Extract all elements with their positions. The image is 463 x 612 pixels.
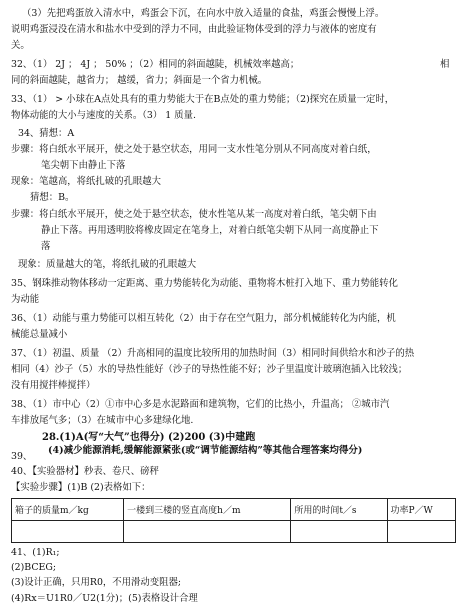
q33-line-2: 物体动能的大小与速度的关系。（3） 1 质量.	[11, 110, 196, 121]
q34-steps-a-2: 笔尖朝下由静止下落	[41, 160, 126, 171]
q34-guess-b: 猜想：B。	[30, 192, 75, 203]
q37-line-2: 相同（4）沙子（5）水的导热性能好（沙子的导热性能不好；沙子里温度计玻璃泡插入比较浅；	[11, 364, 408, 375]
q37-line-3: 没有用搅拌棒搅拌）	[11, 380, 96, 391]
q39-answer: (4)减少能源消耗,缓解能源紧张(或“调节能源结构”等其他合理答案均得分)	[48, 445, 363, 456]
table-cell	[12, 521, 124, 543]
table-cell	[124, 521, 291, 543]
table-header-row	[12, 499, 456, 521]
q34-guess-a: 34、猜想：A	[18, 128, 75, 139]
q36-line-2: 械能总量减小	[11, 329, 68, 340]
q35-line-1: 35、钢珠推动物体移动一定距离、重力势能转化为动能、重物将木桩打入地下、重力势能转化	[11, 278, 398, 289]
q40-line-2: 【实验步骤】(1)B (2)表格如下：	[11, 482, 151, 493]
q31-line-3: 关。	[11, 40, 30, 51]
q41-line-4: (4)Rx＝U1R0／U2(1分)；(5)表格设计合理	[11, 593, 198, 604]
q37-line-1: 37、（1）初温、质量 （2）升高相同的温度比较所用的加热时间（3）相同时间供给水和沙子的热	[11, 348, 415, 359]
table-header-cell: 箱子的质量m／kg	[12, 499, 124, 521]
q31-line-1: （3）先把鸡蛋放入清水中，鸡蛋会下沉，在向水中放入适量的食盐，鸡蛋会慢慢上浮。	[22, 8, 385, 19]
table-cell	[291, 521, 387, 543]
q34-phenomenon-a: 现象：笔越高，将纸扎破的孔眼越大	[11, 176, 162, 187]
q32-line-1-end: 相	[440, 59, 450, 70]
q34-phenomenon-b: 现象：质量越大的笔，将纸扎破的孔眼越大	[18, 259, 197, 270]
q38-line-2: 车排放尾气多；（3）在城市中心多建绿化地.	[11, 415, 194, 426]
table-cell	[387, 521, 456, 543]
q38-line-1: 38、（1）市中心（2）①市中心多是水泥路面和建筑物，它们的比热小，升温高； ②城市汽	[11, 399, 390, 410]
table-header-cell: 所用的时间t／s	[291, 499, 387, 521]
q33-line-1: 33、（1） > 小球在A点处具有的重力势能大于在B点处的重力势能；（2)探究在质量一定时，	[11, 94, 395, 105]
q36-line-1: 36、（1）动能与重力势能可以相互转化（2）由于存在空气阻力，部分机械能转化为内能，机	[11, 313, 396, 324]
q32-line-1: 32、（1） 2J ； 4J ； 50% ；（2）相同的斜面越陡，机械效率越高；	[11, 59, 300, 70]
q32-line-2: 同的斜面越陡，越省力； 越缓，省力；斜面是一个省力机械。	[11, 75, 268, 86]
q38-answer-line: 28.(1)A(写“大气”也得分) (2)200 (3)中建跑	[42, 432, 256, 443]
q35-line-2: 为动能	[11, 294, 40, 305]
q31-line-2: 说明鸡蛋浸没在清水和盐水中受到的浮力不同，由此验证物体受到的浮力与液体的密度有	[11, 24, 377, 35]
q41-line-2: (2)BCEG;	[11, 562, 57, 573]
table-header-cell: 功率P／W	[387, 499, 456, 521]
q34-steps-b-2: 静止下落。再用透明胶将橡皮固定在笔身上，对着白纸笔尖朝下从同一高度静止下	[41, 225, 379, 236]
table-row	[12, 521, 456, 543]
q34-steps-a-1: 步骤：将白纸水平展开，使之处于悬空状态，用同一支水性笔分别从不同高度对着白纸，	[11, 144, 377, 155]
q41-line-3: (3)设计正确，只用R0，不用滑动变阻器;	[11, 577, 182, 588]
q34-steps-b-3: 落	[41, 241, 51, 252]
q41-line-1: 41、(1)R₁;	[11, 547, 60, 558]
q40-line-1: 40、【实验器材】秒表、卷尺、磅秤	[11, 466, 159, 477]
experiment-table	[11, 498, 456, 543]
table-header-cell: 一楼到三楼的竖直高度h／m	[124, 499, 291, 521]
q39-number: 39、	[11, 451, 33, 462]
q34-steps-b-1: 步骤：将白纸水平展开，使之处于悬空状态，使水性笔从某一高度对着白纸，笔尖朝下由	[11, 209, 377, 220]
